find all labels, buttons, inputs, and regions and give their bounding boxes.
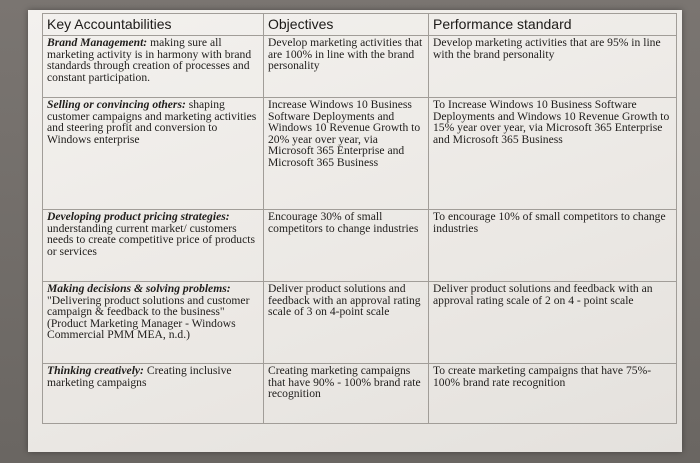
standard-cell: Deliver product solutions and feedback with an approval rating scale of 2 on 4 - point scale [429,282,677,364]
accountability-text: Creating inclusive marketing campaigns [47,364,232,389]
table-row [43,210,677,282]
objective-cell: Develop marketing activities that are 100% in line with the brand personality [264,36,429,98]
standard-cell: To create marketing campaigns that have 75%- 100% brand rate recognition [429,364,677,424]
accountability-lead: Selling or convincing others: [47,98,186,111]
accountability-lead: Developing product pricing strategies: [47,210,230,223]
accountability-text: understanding current market/ customers needs to create competitive price of products or services [47,221,255,258]
document-sheet [28,10,682,452]
accountability-cell [43,364,264,424]
accountability-cell [43,210,264,282]
table-row [43,282,677,364]
table-row [43,98,677,210]
table-row [43,364,677,424]
accountability-text: making sure all marketing activity is in harmony with brand standards through creation of processes and constant participation. [47,36,252,84]
accountability-text: shaping customer campaigns and marketing activities and steering profit and conversion to Windows enterprise [47,98,257,146]
accountability-cell [43,98,264,210]
header-objectives: Objectives [264,14,429,36]
objective-cell: Encourage 30% of small competitors to change industries [264,210,429,282]
accountability-lead: Making decisions & solving problems: [47,282,231,295]
table-row [43,36,677,98]
accountability-lead: Thinking creatively: [47,364,144,377]
accountability-cell [43,36,264,98]
accountability-text: "Delivering product solutions and customer campaign & feedback to the business" (Product Marketing Manager - Windows Commercial PMM MEA, n.d.) [47,293,250,342]
accountability-cell [43,282,264,364]
standard-cell: To Increase Windows 10 Business Software Deployments and Windows 10 Revenue Growth to 15% year over year, via Microsoft 365 Enterprise and Microsoft 365 Business [429,98,677,210]
header-key-accountabilities: Key Accountabilities [43,14,264,36]
accountability-lead: Brand Management: [47,36,148,49]
standard-cell: To encourage 10% of small competitors to change industries [429,210,677,282]
objective-cell: Increase Windows 10 Business Software Deployments and Windows 10 Revenue Growth to 20% year over year, via Microsoft 365 Enterprise and Microsoft 365 Business [264,98,429,210]
standard-cell: Develop marketing activities that are 95% in line with the brand personality [429,36,677,98]
header-performance-standard: Performance standard [429,14,677,36]
objective-cell: Deliver product solutions and feedback with an approval rating scale of 3 on 4-point scale [264,282,429,364]
objective-cell: Creating marketing campaigns that have 90% - 100% brand rate recognition [264,364,429,424]
accountabilities-table [42,13,677,424]
table-header-row [43,14,677,36]
